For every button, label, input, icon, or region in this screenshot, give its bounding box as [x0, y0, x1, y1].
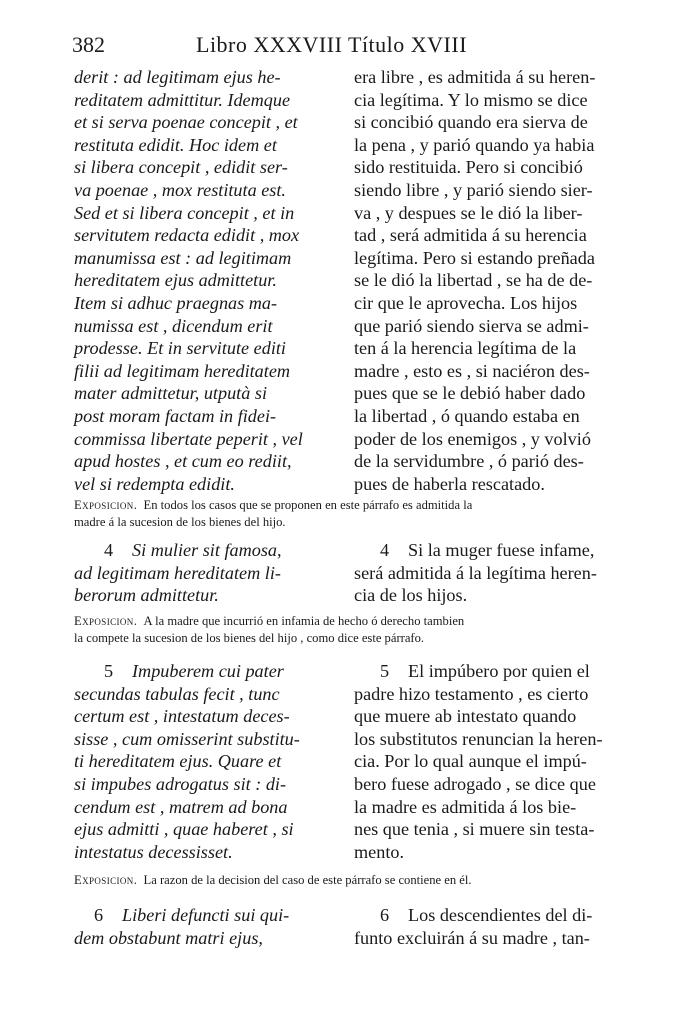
latin-line: vel si redempta edidit. [74, 473, 235, 494]
latin-line: Sed et si libera concepit , et in [74, 202, 295, 223]
exposicion-note-1 [74, 497, 622, 530]
exposicion-note-4 [74, 613, 622, 646]
latin-line: ejus admitti , quae haberet , si [74, 819, 294, 840]
latin-line [74, 660, 336, 683]
spanish-line: ten á la herencia legítima de la [354, 338, 577, 359]
latin-text-block-4 [74, 539, 336, 607]
page-number: 382 [72, 32, 105, 57]
latin-line: va poenae , mox restituta est. [74, 179, 286, 200]
spanish-line: sido restituida. Pero si concibió [354, 157, 583, 178]
spanish-text-block-5 [354, 660, 622, 863]
spanish-line: que parió siendo sierva se admi- [354, 315, 589, 336]
exposicion-text: madre á la sucesion de los bienes del hijo. [74, 514, 286, 529]
spanish-line: de la servidumbre , ó parió des- [354, 451, 584, 472]
latin-line: mater admittetur, utputà si [74, 383, 267, 404]
spanish-line [354, 539, 622, 562]
spanish-text-block-1 [354, 66, 622, 495]
running-header [72, 30, 618, 64]
spanish-line: la madre es admitida á los bie- [354, 796, 577, 817]
exposicion-text: la compete la sucesion de los bienes del hijo , como dice este párrafo. [74, 630, 425, 645]
latin-line-text: Liberi defuncti sui qui- [122, 905, 290, 925]
paragraph-number: 6 [94, 905, 104, 925]
spanish-text-block-6 [354, 904, 622, 949]
spanish-line: tad , será admitida á su herencia [354, 225, 587, 246]
exposicion-label: Exposicion. [74, 873, 138, 887]
spanish-line: funto excluirán á su madre , tan- [354, 927, 590, 948]
spanish-line: poder de los enemigos , y volvió [354, 428, 591, 449]
spanish-line-text: Los descendientes del di- [408, 905, 593, 925]
latin-line: manumissa est : ad legitimam [74, 247, 292, 268]
exposicion-text: A la madre que incurrió en infamia de hecho ó derecho tambien [143, 614, 465, 628]
spanish-line: se le dió la libertad , se ha de de- [354, 270, 593, 291]
latin-line: secundas tabulas fecit , tunc [74, 683, 280, 704]
spanish-line: cia legítima. Y lo mismo se dice [354, 89, 588, 110]
spanish-line: los substitutos renuncian la heren- [354, 728, 603, 749]
spanish-line: cir que le aprovecha. Los hijos [354, 292, 578, 313]
latin-line: si libera concepit , edidit ser- [74, 157, 288, 178]
latin-line: Item si adhuc praegnas ma- [74, 292, 278, 313]
latin-line: commissa libertate peperit , vel [74, 428, 303, 449]
spanish-line: la pena , y parió quando ya habia [354, 134, 595, 155]
running-head-title: Libro XXXVIII Título XVIII [196, 32, 468, 57]
spanish-line: siendo libre , y parió siendo sier- [354, 179, 593, 200]
spanish-line: padre hizo testamento , es cierto [354, 683, 589, 704]
latin-line: hereditatem ejus admittetur. [74, 270, 277, 291]
spanish-line: la libertad , ó quando estaba en [354, 405, 580, 426]
latin-line: intestatus decessisset. [74, 841, 233, 862]
exposicion-label: Exposicion. [74, 498, 138, 512]
spanish-line: cia. Por lo qual aunque el impú- [354, 751, 587, 772]
exposicion-line [74, 872, 622, 889]
spanish-line: legítima. Pero si estando preñada [354, 247, 595, 268]
spanish-line: va , y despues se le dió la liber- [354, 202, 583, 223]
exposicion-label: Exposicion. [74, 614, 138, 628]
spanish-line: nes que tenia , si muere sin testa- [354, 819, 595, 840]
spanish-line: era libre , es admitida á su heren- [354, 67, 596, 87]
spanish-line [354, 660, 622, 683]
latin-line: ad legitimam hereditatem li- [74, 562, 281, 583]
latin-line: dem obstabunt matri ejus, [74, 927, 263, 948]
paragraph-number: 5 [104, 661, 114, 681]
spanish-line: pues que se le debió haber dado [354, 383, 586, 404]
spanish-line: bero fuese adrogado , se dice que [354, 773, 596, 794]
exposicion-text: En todos los casos que se proponen en este párrafo es admitida la [143, 498, 473, 512]
latin-line: reditatem admittitur. Idemque [74, 89, 291, 110]
latin-line: cendum est , matrem ad bona [74, 796, 288, 817]
latin-line [74, 539, 336, 562]
exposicion-line [74, 497, 622, 514]
spanish-line: madre , esto es , si naciéron des- [354, 360, 590, 381]
latin-line: servitutem redacta edidit , mox [74, 225, 300, 246]
paragraph-number: 5 [380, 661, 390, 681]
spanish-line-text: Si la muger fuese infame, [408, 540, 595, 560]
latin-text-block-1 [74, 66, 336, 495]
latin-text-block-6 [74, 904, 336, 949]
exposicion-text: La razon de la decision del caso de este párrafo se contiene en él. [143, 873, 472, 887]
spanish-line: que muere ab intestato quando [354, 706, 577, 727]
latin-line: apud hostes , et cum eo rediit, [74, 451, 292, 472]
latin-line: filii ad legitimam hereditatem [74, 360, 291, 381]
paragraph-number: 4 [104, 540, 114, 560]
latin-line: prodesse. Et in servitute editi [74, 338, 286, 359]
latin-line: post moram factam in fidei- [74, 405, 277, 426]
spanish-line: mento. [354, 841, 405, 862]
latin-line: si impubes adrogatus sit : di- [74, 773, 287, 794]
latin-line-text: Impuberem cui pater [132, 661, 284, 681]
paragraph-number: 6 [380, 905, 390, 925]
latin-line: et si serva poenae concepit , et [74, 112, 298, 133]
latin-line: restituta edidit. Hoc idem et [74, 134, 277, 155]
latin-line: numissa est , dicendum erit [74, 315, 273, 336]
spanish-line [354, 904, 622, 927]
latin-text-block-5 [74, 660, 336, 863]
latin-line-text: Si mulier sit famosa, [132, 540, 282, 560]
latin-line: ti hereditatem ejus. Quare et [74, 751, 282, 772]
exposicion-line [74, 613, 622, 630]
spanish-text-block-4 [354, 539, 622, 607]
spanish-line: cia de los hijos. [354, 585, 468, 606]
paragraph-number: 4 [380, 540, 390, 560]
spanish-line: será admitida á la legítima heren- [354, 562, 597, 583]
latin-line [74, 904, 336, 927]
spanish-line-text: El impúbero por quien el [408, 661, 590, 681]
spanish-line: pues de haberla rescatado. [354, 473, 545, 494]
exposicion-note-5 [74, 872, 622, 889]
latin-line: derit : ad legitimam ejus he- [74, 67, 281, 87]
latin-line: sisse , cum omisserint substitu- [74, 728, 300, 749]
spanish-line: si concibió quando era sierva de [354, 112, 588, 133]
latin-line: berorum admittetur. [74, 585, 219, 606]
latin-line: certum est , intestatum deces- [74, 706, 290, 727]
